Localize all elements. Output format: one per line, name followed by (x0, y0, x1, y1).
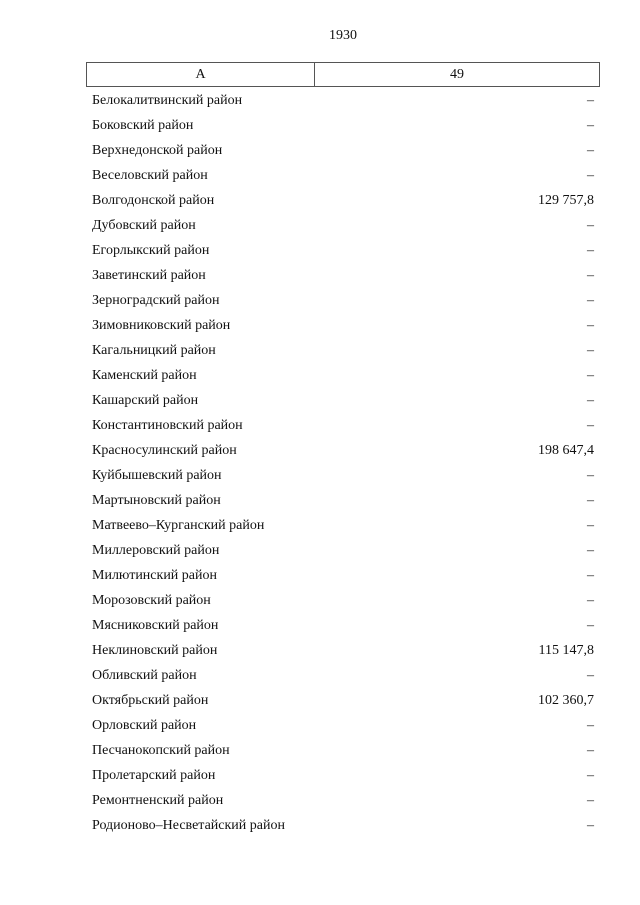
district-value: – (587, 417, 594, 433)
district-value: – (587, 617, 594, 633)
district-value: – (587, 742, 594, 758)
district-value: – (587, 267, 594, 283)
district-name: Волгодонской район (92, 192, 215, 208)
table-row (86, 638, 600, 663)
header-cell-b: 49 (450, 66, 464, 82)
district-name: Белокалитвинский район (92, 92, 243, 108)
table-row (86, 513, 600, 538)
district-value: – (587, 542, 594, 558)
district-name: Кагальницкий район (92, 342, 216, 358)
district-name: Матвеево–Курганский район (92, 517, 265, 533)
district-value: – (587, 567, 594, 583)
table-row (86, 213, 600, 238)
district-name: Кашарский район (92, 392, 199, 408)
district-name: Милютинский район (92, 567, 218, 583)
table-row (86, 163, 600, 188)
table-row (86, 138, 600, 163)
table-row (86, 788, 600, 813)
district-name: Веселовский район (92, 167, 208, 183)
table-row (86, 113, 600, 138)
district-value: – (587, 392, 594, 408)
district-value: – (587, 767, 594, 783)
district-value: – (587, 167, 594, 183)
table-row (86, 613, 600, 638)
table-row (86, 288, 600, 313)
table-row (86, 188, 600, 213)
page-number: 1930 (329, 28, 357, 43)
district-value: – (587, 817, 594, 833)
table-row (86, 338, 600, 363)
table-row (86, 763, 600, 788)
district-value: – (587, 242, 594, 258)
district-name: Зимовниковский район (92, 317, 231, 333)
table-row (86, 388, 600, 413)
district-value: – (587, 292, 594, 308)
table-row (86, 663, 600, 688)
district-value: – (587, 92, 594, 108)
district-value: – (587, 792, 594, 808)
district-name: Заветинский район (92, 267, 206, 283)
table-row (86, 488, 600, 513)
table-row (86, 563, 600, 588)
table-row (86, 713, 600, 738)
district-value: 129 757,8 (538, 192, 594, 208)
district-value: – (587, 367, 594, 383)
district-name: Верхнедонской район (92, 142, 223, 158)
district-name: Каменский район (92, 367, 197, 383)
district-name: Егорлыкский район (92, 242, 210, 258)
table-row (86, 738, 600, 763)
district-name: Родионово–Несветайский район (92, 817, 285, 833)
district-name: Неклиновский район (92, 642, 218, 658)
district-name: Дубовский район (92, 217, 196, 233)
table-row (86, 813, 600, 838)
district-value: 115 147,8 (538, 642, 594, 658)
district-value: – (587, 317, 594, 333)
district-name: Красносулинский район (92, 442, 237, 458)
district-value: – (587, 217, 594, 233)
district-name: Обливский район (92, 667, 197, 683)
district-value: – (587, 592, 594, 608)
district-name: Ремонтненский район (92, 792, 224, 808)
district-name: Октябрьский район (92, 692, 209, 708)
table-body (86, 88, 600, 838)
district-value: – (587, 517, 594, 533)
table-row (86, 263, 600, 288)
table-row (86, 238, 600, 263)
table-row (86, 588, 600, 613)
header-cell-a: А (87, 63, 315, 86)
table-row (86, 88, 600, 113)
district-name: Пролетарский район (92, 767, 216, 783)
district-name: Миллеровский район (92, 542, 220, 558)
district-value: 102 360,7 (538, 692, 594, 708)
district-value: – (587, 142, 594, 158)
district-value: – (587, 667, 594, 683)
district-name: Константиновский район (92, 417, 243, 433)
table-row (86, 463, 600, 488)
table-header (86, 62, 600, 87)
table-row (86, 413, 600, 438)
district-value: – (587, 342, 594, 358)
table-row (86, 688, 600, 713)
district-name: Мартыновский район (92, 492, 221, 508)
district-name: Орловский район (92, 717, 197, 733)
district-name: Песчанокопский район (92, 742, 230, 758)
district-value: 198 647,4 (538, 442, 594, 458)
table-row (86, 363, 600, 388)
table-row (86, 538, 600, 563)
table-row (86, 313, 600, 338)
district-name: Куйбышевский район (92, 467, 222, 483)
district-value: – (587, 717, 594, 733)
district-value: – (587, 492, 594, 508)
district-value: – (587, 117, 594, 133)
district-name: Боковский район (92, 117, 194, 133)
table-row (86, 438, 600, 463)
district-name: Зерноградский район (92, 292, 220, 308)
district-name: Морозовский район (92, 592, 211, 608)
district-value: – (587, 467, 594, 483)
district-name: Мясниковский район (92, 617, 219, 633)
